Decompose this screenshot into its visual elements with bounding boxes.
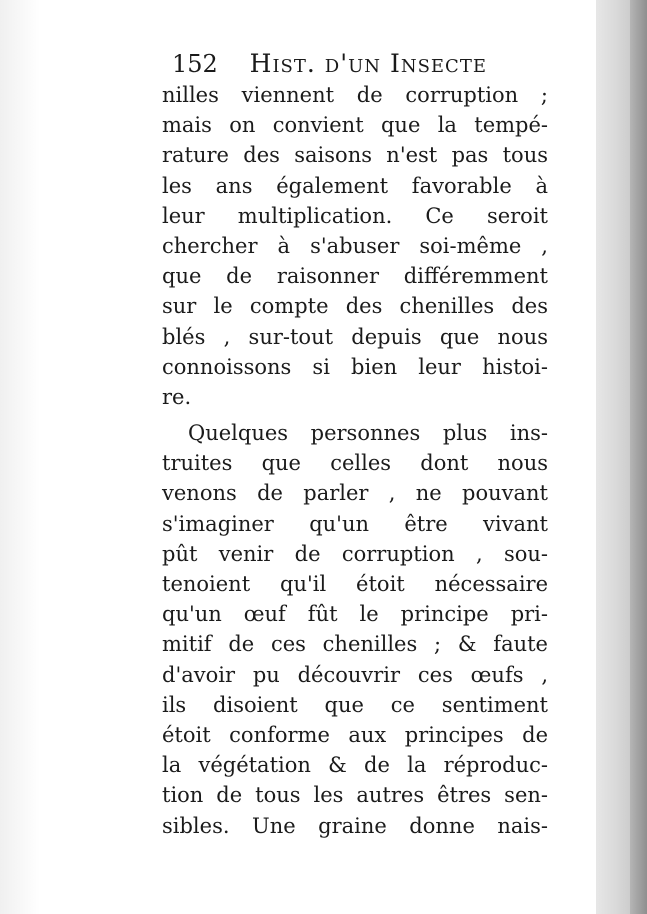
text-line: leur multiplication. Ce seroit — [162, 203, 548, 228]
paragraph-2 — [162, 418, 548, 841]
text-line: sibles. Une graine donne nais- — [162, 813, 548, 838]
text-line: d'avoir pu découvrir ces œufs , — [162, 662, 548, 687]
text-line: Quelques personnes plus ins- — [188, 421, 548, 446]
gutter-shadow — [0, 0, 40, 914]
text-line: mais on convient que la tempé- — [162, 113, 548, 138]
text-line: blés , sur-tout depuis que nous — [162, 324, 548, 349]
running-title: Hist. d'un Insecte — [249, 49, 487, 78]
text-line: mitif de ces chenilles ; & faute — [162, 632, 548, 657]
text-line: les ans également favorable à — [162, 173, 548, 198]
text-line: tenoient qu'il étoit nécessaire — [162, 572, 548, 596]
text-line: truites que celles dont nous — [162, 451, 548, 476]
text-line: rature des saisons n'est pas tous — [162, 143, 548, 168]
text-line: la végétation & de la réproduc- — [162, 753, 548, 778]
text-line: s'imaginer qu'un être vivant — [162, 511, 548, 536]
text-line: pût venir de corruption , sou- — [162, 541, 548, 566]
text-line: venons de parler , ne pouvant — [162, 481, 548, 506]
text-line: connoissons si bien leur histoi- — [162, 354, 548, 379]
text-line: étoit conforme aux principes de — [162, 722, 548, 747]
text-line: nilles viennent de corruption ; — [162, 83, 548, 107]
text-line: qu'un œuf fût le principe pri- — [162, 602, 548, 627]
page-number: 152 — [172, 50, 218, 78]
text-line: sur le compte des chenilles des — [162, 294, 548, 319]
body-text — [162, 80, 548, 841]
running-header — [172, 44, 552, 84]
text-line: que de raisonner différemment — [162, 264, 548, 289]
paragraph-1 — [162, 80, 548, 412]
text-line: tion de tous les autres êtres sen- — [162, 783, 548, 808]
text-line: ils disoient que ce sentiment — [162, 692, 548, 717]
text-line: re. — [162, 384, 192, 409]
page-edge-shadow — [630, 0, 647, 914]
text-line: chercher à s'abuser soi-même , — [162, 233, 548, 258]
